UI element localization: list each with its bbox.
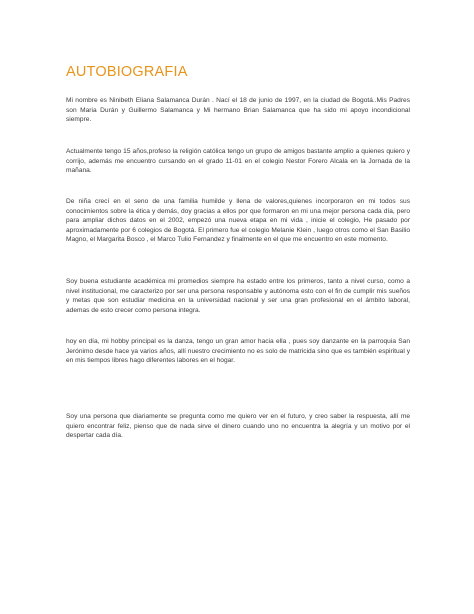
paragraph-current-life: Actualmente tengo 15 años,profeso la religión católica tengo un grupo de amigos bastante amplio a quienes quiero y corrijo, además me encuentro cursando en el grado 11-01 en el colegio Nestor Forero Alcala en la Jornada de la mañana.	[66, 148, 410, 175]
paragraph-introduction: Mi nombre es Ninibeth Eliana Salamanca Durán . Nací el 18 de junio de 1997, en la ciudad de Bogotá..Mis Padres son Maria Durán y Guillermo Salamanca y Mi hermano Brian Salamanca que ha sido mi apoyo incondicional siempre.	[66, 97, 410, 124]
paragraph-future: Soy una persona que diariamente se pregunta como me quiero ver en el futuro, y creo saber la respuesta, allí me quiero encontrar feliz, pienso que de nada sirve el dinero cuando uno no encuentra la alegría y un motivo por el despertar cada día.	[66, 413, 410, 440]
paragraph-childhood: De niña crecí en el seno de una familia humilde y llena de valores,quienes incorporaron en mi todos sus conocimientos sobre la ética y demás, doy gracias a ellos por que formaron en mi una mejor persona cada día, pero para ampliar dichos datos en el 2002, empezó una nueva etapa en mi vida , inicie el colegio, He pasado por aproximadamente por 6 colegios de Bogotá. El primero fue el colegio Melanie Klein , luego otros como el San Basilio Magno, el Margarita Bosco , el Marco Tulio Fernandez y finalmente en el que me encuentro en este momento.	[66, 198, 410, 244]
paragraph-hobby: hoy en día, mi hobby principal es la danza, tengo un gran amor hacia ella , pues soy danzante en la parroquia San Jerónimo desde hace ya varios años, allí nuestro crecimiento no es solo de matricida sino que es también espiritual y en mis tiempos libres hago diferentes labores en el hogar.	[66, 338, 410, 365]
paragraph-studies: Soy buena estudiante académica mi promedios siempre ha estado entre los primeros, tanto a nivel curso, como a nivel institucional, me caracterizo por ser una persona responsable y autónoma esto con el fin de cumplir mis sueños y metas que son estudiar medicina en la universidad nacional y ser una gran profesional en el ámbito laboral, ademas de esto crecer como persona integra.	[66, 278, 410, 314]
document-title: AUTOBIOGRAFIA	[66, 64, 188, 80]
